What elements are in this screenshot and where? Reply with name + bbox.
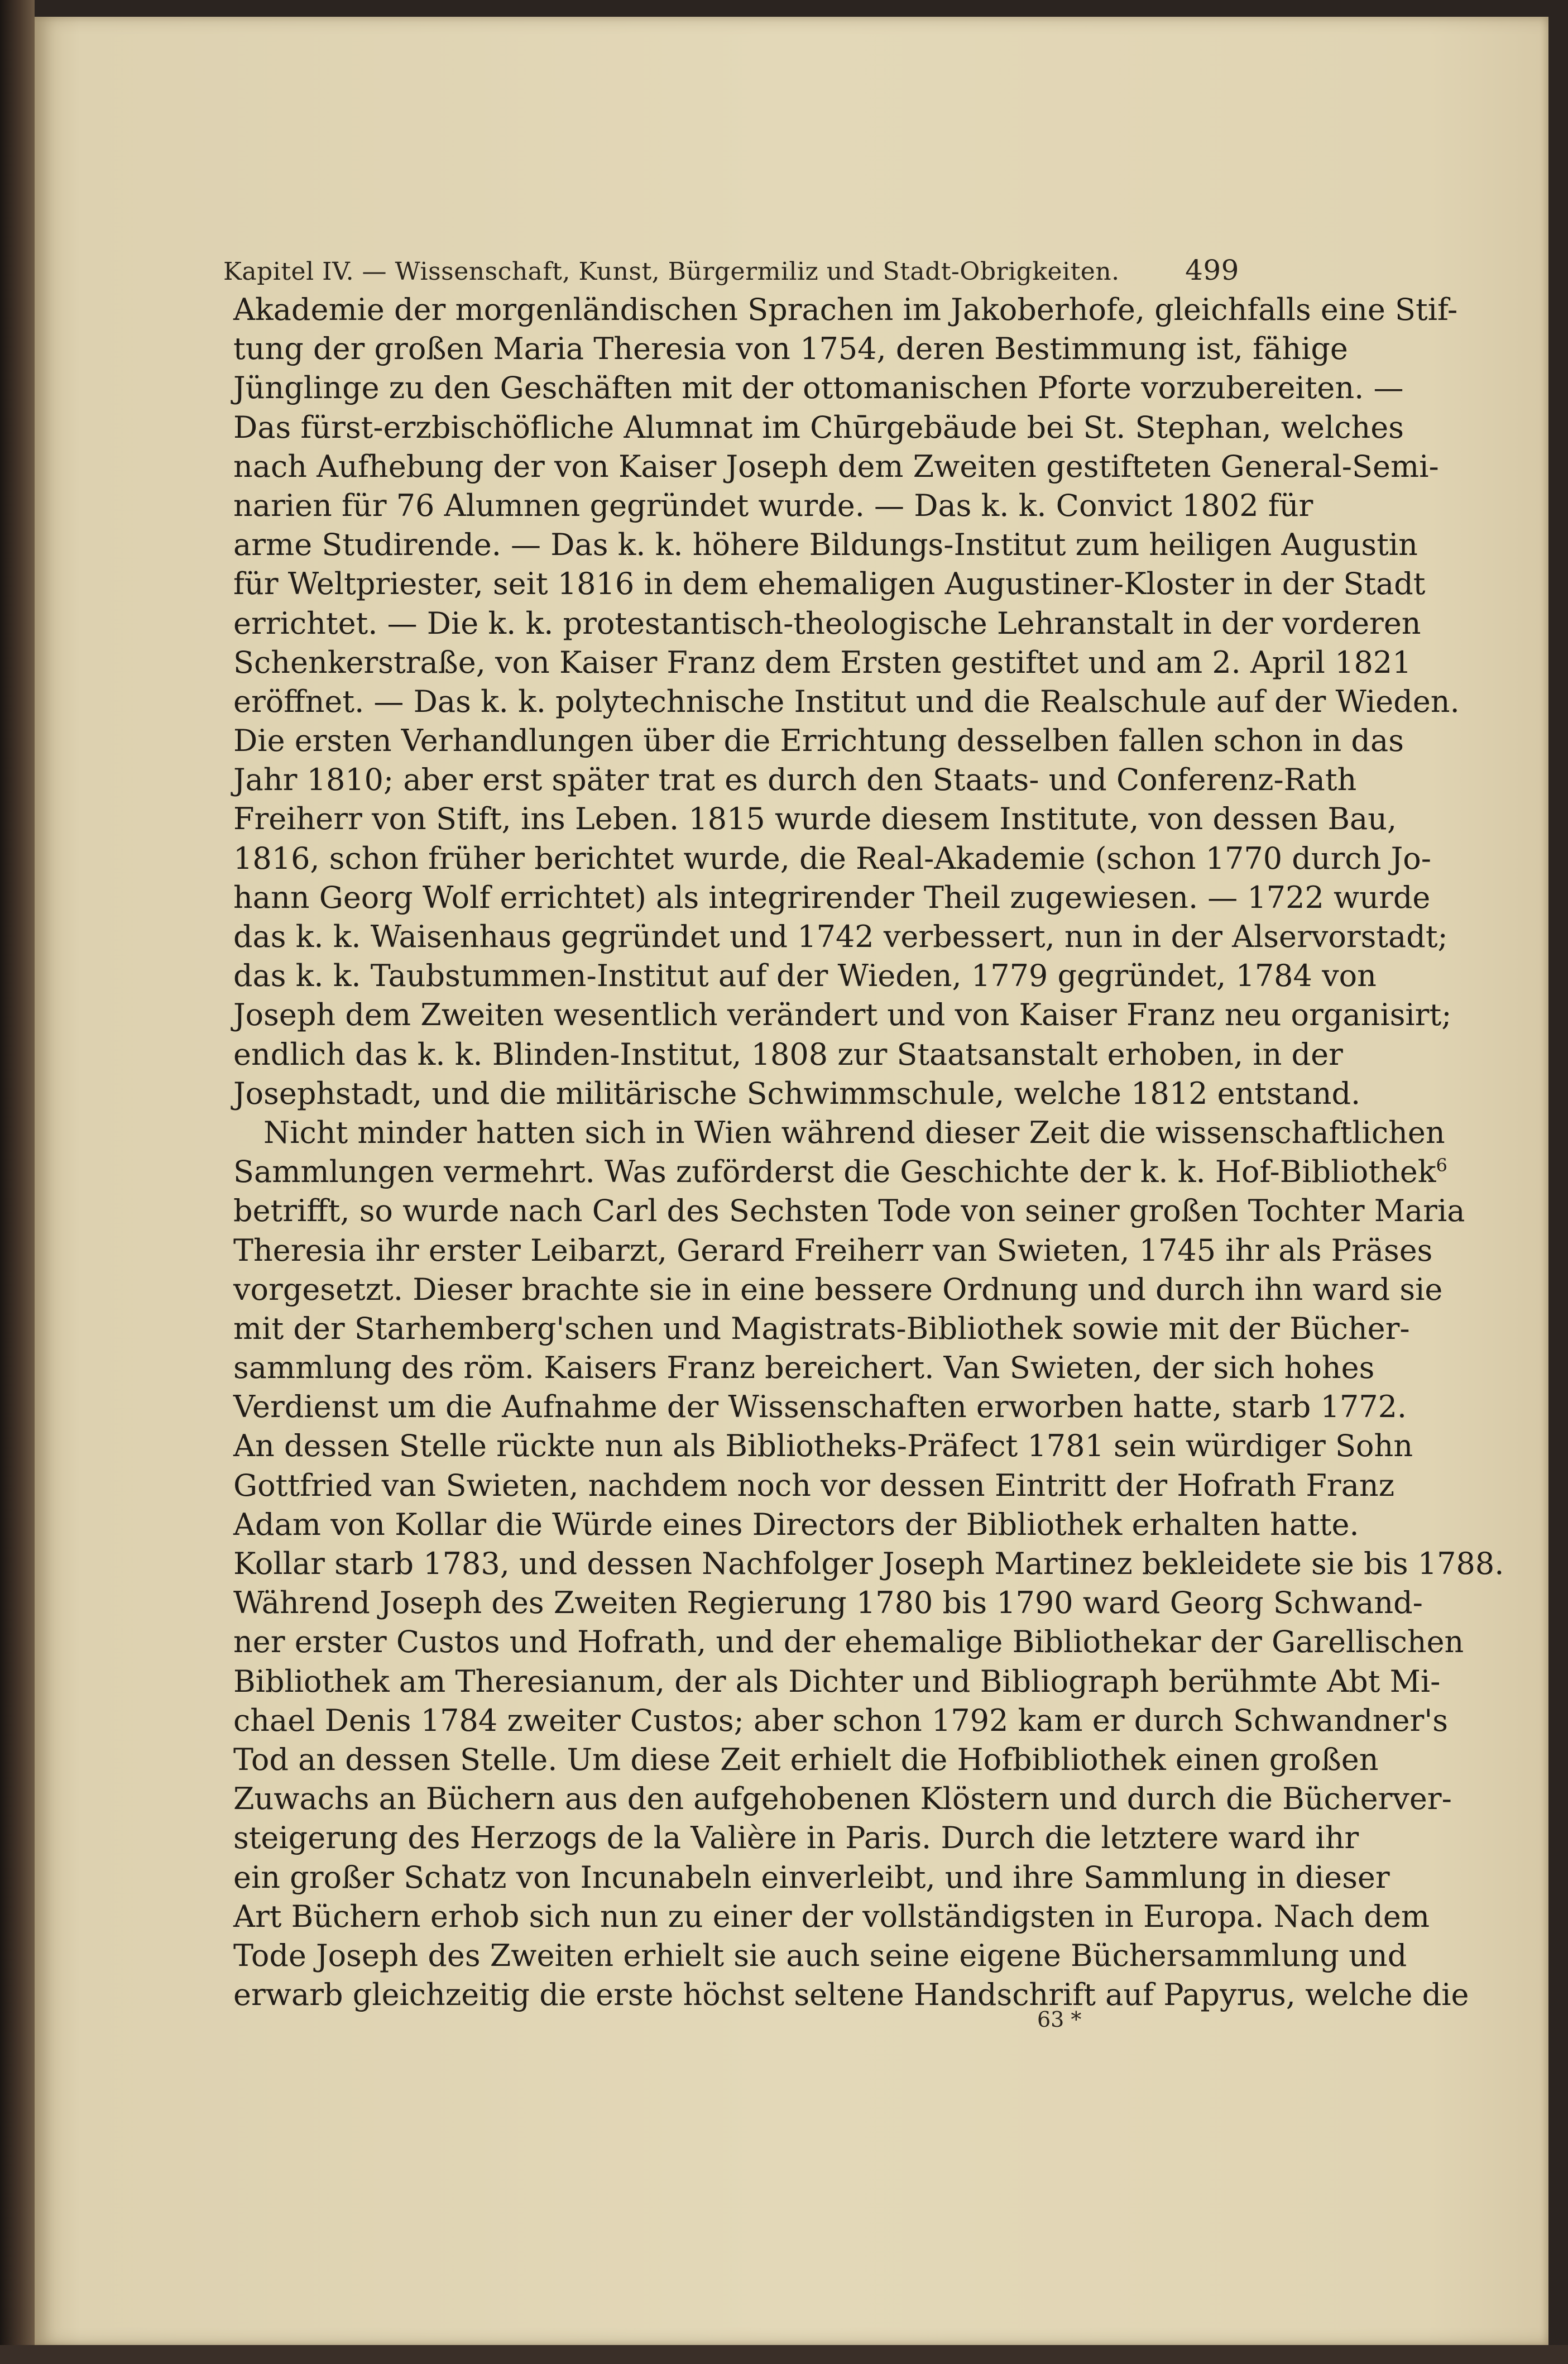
text-line: ner erster Custos und Hofrath, und der ehemalige Bibliothekar der Garellischen	[233, 1624, 1464, 1660]
text-line: Akademie der morgenländischen Sprachen im Jakoberhofe, gleichfalls eine Stif-	[233, 292, 1458, 327]
text-line: chael Denis 1784 zweiter Custos; aber schon 1792 kam er durch Schwandner's	[233, 1702, 1448, 1738]
text-line: Joseph dem Zweiten wesentlich verändert und von Kaiser Franz neu organisirt;	[233, 997, 1452, 1033]
text-line: tung der großen Maria Theresia von 1754, deren Bestimmung ist, fähige	[233, 331, 1348, 367]
text-line: eröffnet. — Das k. k. polytechnische Institut und die Realschule auf der Wieden.	[233, 683, 1460, 719]
text-line: Adam von Kollar die Würde eines Directors der Bibliothek erhalten hatte.	[233, 1506, 1359, 1542]
text-line: Josephstadt, und die militärische Schwimmschule, welche 1812 entstand.	[233, 1075, 1361, 1111]
text-line: Die ersten Verhandlungen über die Errichtung desselben fallen schon in das	[233, 723, 1404, 759]
text-line: arme Studirende. — Das k. k. höhere Bildungs-Institut zum heiligen Augustin	[233, 527, 1418, 563]
text-line: 1816, schon früher berichtet wurde, die Real-Akademie (schon 1770 durch Jo-	[233, 840, 1431, 876]
text-line: Das fürst-erzbischöfliche Alumnat im Chūrgebäude bei St. Stephan, welches	[233, 409, 1404, 445]
text-line: Bibliothek am Theresianum, der als Dichter und Bibliograph berühmte Abt Mi-	[233, 1663, 1441, 1699]
text-line: erwarb gleichzeitig die erste höchst seltene Handschrift auf Papyrus, welche die	[233, 1977, 1469, 2013]
text-line-with-footnote	[233, 1152, 1447, 1191]
text-line: Freiherr von Stift, ins Leben. 1815 wurde diesem Institute, von dessen Bau,	[233, 801, 1397, 837]
text-line: Während Joseph des Zweiten Regierung 1780 bis 1790 ward Georg Schwand-	[233, 1585, 1423, 1621]
footnote-reference: 6	[1436, 1155, 1447, 1176]
page-bottom-edge	[0, 2345, 1568, 2364]
body-text	[233, 290, 1504, 2014]
text-line: vorgesetzt. Dieser brachte sie in eine bessere Ordnung und durch ihn ward sie	[233, 1271, 1443, 1307]
signature-mark: 63 *	[1037, 2007, 1082, 2032]
text-line: das k. k. Taubstummen-Institut auf der Wieden, 1779 gegründet, 1784 von	[233, 958, 1377, 994]
text-line: Jahr 1810; aber erst später trat es durch den Staats- und Conferenz-Rath	[233, 762, 1357, 798]
book-spine	[0, 0, 35, 2364]
text-line: hann Georg Wolf errichtet) als integrirender Theil zugewiesen. — 1722 wurde	[233, 879, 1431, 915]
text-line: Nicht minder hatten sich in Wien während dieser Zeit die wissenschaftlichen	[263, 1114, 1445, 1150]
text-line: das k. k. Waisenhaus gegründet und 1742 verbessert, nun in der Alservorstadt;	[233, 919, 1448, 954]
text-line: Tode Joseph des Zweiten erhielt sie auch seine eigene Büchersammlung und	[233, 1937, 1407, 1973]
text-line: errichtet. — Die k. k. protestantisch-theologische Lehranstalt in der vorderen	[233, 605, 1421, 641]
text-line: endlich das k. k. Blinden-Institut, 1808 zur Staatsanstalt erhoben, in der	[233, 1036, 1343, 1072]
line-text: Sammlungen vermehrt. Was zuförderst die Geschichte der k. k. Hof-Bibliothek	[233, 1154, 1436, 1190]
text-line: Zuwachs an Büchern aus den aufgehobenen Klöstern und durch die Bücherver-	[233, 1781, 1452, 1817]
text-line: Jünglinge zu den Geschäften mit der ottomanischen Pforte vorzubereiten. —	[233, 370, 1404, 406]
text-line: nach Aufhebung der von Kaiser Joseph dem Zweiten gestifteten General-Semi-	[233, 448, 1439, 484]
text-line: mit der Starhemberg'schen und Magistrats-Bibliothek sowie mit der Bücher-	[233, 1310, 1410, 1346]
running-header	[223, 254, 1239, 286]
running-title: Kapitel IV. — Wissenschaft, Kunst, Bürgermiliz und Stadt-Obrigkeiten.	[223, 257, 1120, 286]
text-line: ein großer Schatz von Incunabeln einverleibt, und ihre Sammlung in dieser	[233, 1859, 1390, 1895]
text-line: narien für 76 Alumnen gegründet wurde. — Das k. k. Convict 1802 für	[233, 487, 1313, 523]
text-line: Verdienst um die Aufnahme der Wissenschaften erworben hatte, starb 1772.	[233, 1389, 1407, 1425]
text-line: Schenkerstraße, von Kaiser Franz dem Ersten gestiftet und am 2. April 1821	[233, 644, 1412, 680]
text-line: sammlung des röm. Kaisers Franz bereichert. Van Swieten, der sich hohes	[233, 1350, 1375, 1386]
text-line: Tod an dessen Stelle. Um diese Zeit erhielt die Hofbibliothek einen großen	[233, 1741, 1379, 1777]
page-number: 499	[1185, 254, 1239, 286]
text-line: Gottfried van Swieten, nachdem noch vor dessen Eintritt der Hofrath Franz	[233, 1467, 1395, 1503]
text-line: Theresia ihr erster Leibarzt, Gerard Freiherr van Swieten, 1745 ihr als Präses	[233, 1232, 1433, 1268]
text-line: betrifft, so wurde nach Carl des Sechsten Tode von seiner großen Tochter Maria	[233, 1193, 1465, 1229]
text-line: steigerung des Herzogs de la Valière in Paris. Durch die letztere ward ihr	[233, 1820, 1359, 1856]
text-line: Art Büchern erhob sich nun zu einer der vollständigsten in Europa. Nach dem	[233, 1898, 1430, 1934]
text-line: Kollar starb 1783, und dessen Nachfolger Joseph Martinez bekleidete sie bis 1788.	[233, 1546, 1504, 1581]
text-line: für Weltpriester, seit 1816 in dem ehemaligen Augustiner-Kloster in der Stadt	[233, 566, 1426, 602]
text-line: An dessen Stelle rückte nun als Bibliotheks-Präfect 1781 sein würdiger Sohn	[233, 1428, 1413, 1464]
